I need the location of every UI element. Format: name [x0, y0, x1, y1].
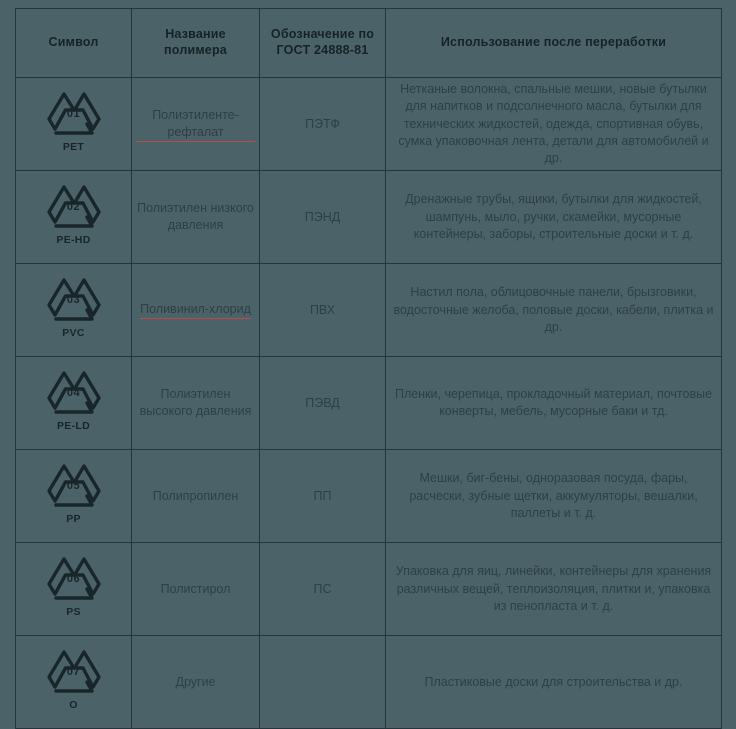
usage-cell: Дренажные трубы, ящики, бутылки для жидкостей, шампунь, мыло, ручки, скамейки, мусорные контейнеры, заборы, строительные доски и т. д. [386, 171, 722, 264]
gost-designation-cell: ПС [260, 543, 386, 636]
polymer-abbreviation: PVC [62, 326, 85, 339]
usage-cell: Пластиковые доски для строительства и др. [386, 636, 722, 729]
polymer-name-cell [132, 78, 260, 171]
recycling-triangle-icon [42, 460, 106, 528]
recycling-symbol-cell [16, 636, 132, 729]
gost-designation-cell [260, 636, 386, 729]
polymer-abbreviation: PE-LD [57, 419, 90, 432]
polymer-abbreviation: O [69, 698, 78, 711]
polymer-name: Полиэтиленте-рефталат [136, 107, 255, 142]
table-row [16, 357, 722, 450]
table-row [16, 450, 722, 543]
recycling-code-number: 06 [66, 572, 81, 585]
document-sheet [0, 8, 736, 711]
table-row [16, 171, 722, 264]
recycling-code-number: 04 [66, 386, 81, 399]
gost-designation-cell: ПЭВД [260, 357, 386, 450]
recycling-triangle-icon [42, 646, 106, 714]
polymer-abbreviation: PP [66, 512, 81, 525]
recycling-code-number: 03 [66, 293, 81, 306]
recycling-code-number: 07 [66, 665, 81, 678]
recycling-symbol-cell [16, 543, 132, 636]
column-header-gost: Обозначение по ГОСТ 24888-81 [260, 9, 386, 78]
gost-designation-cell: ПВХ [260, 264, 386, 357]
table-row [16, 543, 722, 636]
usage-cell: Пленки, черепица, прокладочный материал, почтовые конверты, мебель, мусорные баки и тд. [386, 357, 722, 450]
usage-cell: Настил пола, облицовочные панели, брызговики, водосточные желоба, половые доски, кабели, плитка и др. [386, 264, 722, 357]
table-row [16, 264, 722, 357]
polymer-name-cell: Полипропилен [132, 450, 260, 543]
recycling-triangle-icon [42, 274, 106, 342]
gost-designation-cell: ПЭТФ [260, 78, 386, 171]
table-header [16, 9, 722, 78]
recycling-code-number: 05 [66, 479, 81, 492]
table-row [16, 636, 722, 729]
gost-designation-cell: ПЭНД [260, 171, 386, 264]
polymer-name-cell: Другие [132, 636, 260, 729]
polymer-name-cell [132, 264, 260, 357]
recycling-triangle-icon [42, 181, 106, 249]
usage-cell: Мешки, биг-бены, одноразовая посуда, фары, расчески, зубные щетки, аккумуляторы, вешалки, паллеты и т. д. [386, 450, 722, 543]
polymer-abbreviation: PS [66, 605, 81, 618]
polymer-name-cell: Полистирол [132, 543, 260, 636]
recycling-symbol-cell [16, 450, 132, 543]
polymer-name-cell: Полиэтилен высокого давления [132, 357, 260, 450]
polymer-abbreviation: PE-HD [56, 233, 91, 246]
column-header-symbol: Символ [16, 9, 132, 78]
recycling-triangle-icon [42, 553, 106, 621]
column-header-polymer-name: Название полимера [132, 9, 260, 78]
usage-cell: Нетканые волокна, спальные мешки, новые бутылки для напитков и подсолнечного масла, бутылки для технических жидкостей, одежда, спортивная обувь, сумка упаковочная лента, детали для автомобилей и др. [386, 78, 722, 171]
plastic-marking-table [15, 8, 722, 729]
polymer-name-cell: Полиэтилен низкого давления [132, 171, 260, 264]
column-header-usage: Использование после переработки [386, 9, 722, 78]
recycling-symbol-cell [16, 357, 132, 450]
recycling-symbol-cell [16, 171, 132, 264]
recycling-symbol-cell [16, 78, 132, 171]
recycling-triangle-icon [42, 88, 106, 156]
polymer-abbreviation: PET [62, 140, 85, 153]
recycling-code-number: 01 [66, 107, 81, 120]
recycling-code-number: 02 [66, 200, 81, 213]
table-header-row [16, 9, 722, 78]
gost-designation-cell: ПП [260, 450, 386, 543]
table-body [16, 78, 722, 729]
recycling-triangle-icon [42, 367, 106, 435]
table-row [16, 78, 722, 171]
recycling-symbol-cell [16, 264, 132, 357]
usage-cell: Упаковка для яиц, линейки, контейнеры для хранения различных вещей, теплоизоляция, плитки и, упаковка из пенопласта и т. д. [386, 543, 722, 636]
polymer-name: Поливинил-хлорид [140, 301, 251, 319]
